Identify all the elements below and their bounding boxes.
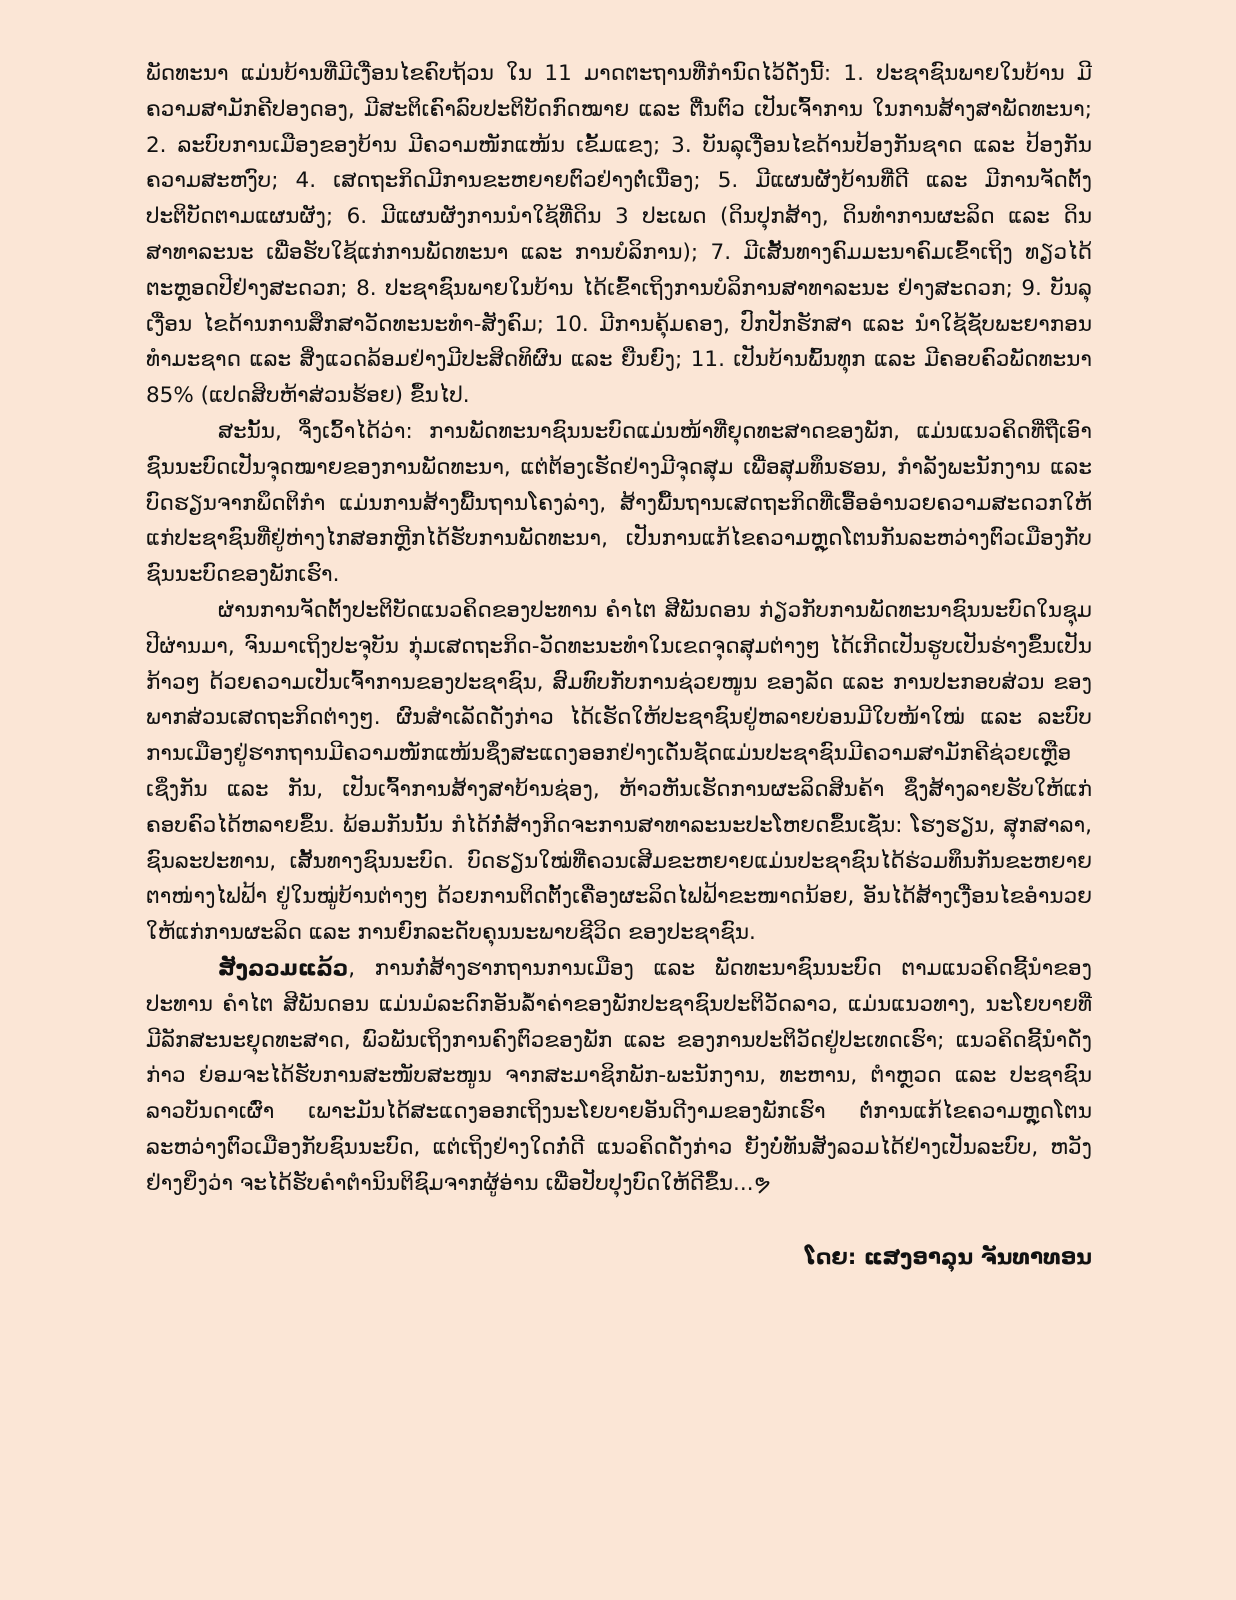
conclusion-lead: ສັງລວມແລ້ວ — [218, 955, 349, 981]
paragraph-village-standards: ພັດທະນາ ແມ່ນບ້ານທີ່ມີເງື່ອນໄຂຄົບຖ້ວນ ໃນ 11 ມາດຕະຖານທີ່ກໍານົດໄວ້ດັ່ງນີ້: 1. ປະຊາຊົນພາຍໃນບ້ານ ມີຄວາມສາມັກຄີປອງດອງ, ມີສະຕິເຄົາລົບປະຕິບັດກົດໝາຍ ແລະ ຕື່ນຕົວ ເປັນເຈົ້າການ ໃນການສ້າງສາພັດທະນາ; 2. ລະບົບການເມືອງຂອງບ້ານ ມີຄວາມໜັກແໜ້ນ ເຂັ້ມແຂງ; 3. ບັນລຸເງື່ອນໄຂດ້ານປ້ອງກັນຊາດ ແລະ ປ້ອງກັນຄວາມສະຫງົບ; 4. ເສດຖະກິດມີການຂະຫຍາຍຕົວຢ່າງຕໍ່ເນື່ອງ; 5. ມີແຜນຜັງບ້ານທີ່ດີ ແລະ ມີການຈັດຕັ້ງປະຕິບັດຕາມແຜນຜັງ; 6. ມີແຜນຜັງການນໍາໃຊ້ທີ່ດິນ 3 ປະເພດ (ດິນປຸກສ້າງ, ດິນທໍາການຜະລິດ ແລະ ດິນສາທາລະນະ ເພື່ອຮັບໃຊ້ແກ່ການພັດທະນາ ແລະ ການບໍລິການ); 7. ມີເສັ້ນທາງຄົມມະນາຄົມເຂົ້າເຖິງ ທຽວໄດ້ຕະຫຼອດປີຢ່າງສະດວກ; 8. ປະຊາຊົນພາຍໃນບ້ານ ໄດ້ເຂົ້າເຖິງການບໍລິການສາທາລະນະ ຢ່າງສະດວກ; 9. ບັນລຸເງື່ອນ ໄຂດ້ານການສຶກສາວັດທະນະທໍາ-ສັງຄົມ; 10. ມີການຄຸ້ມຄອງ, ປົກປັກຮັກສາ ແລະ ນໍາໃຊ້ຊັບພະຍາກອນທໍາມະຊາດ ແລະ ສິ່ງແວດລ້ອມຢ່າງມີປະສິດທິຜົນ ແລະ ຍືນຍົງ; 11. ເປັນບ້ານພົ້ນທຸກ ແລະ ມີຄອບຄົວພັດທະນາ 85% (ແປດສິບຫ້າສ່ວນຮ້ອຍ) ຂຶ້ນໄປ. — [146, 61, 1092, 409]
paragraph-rural-development-strategy: ສະນັ້ນ, ຈຶ່ງເວົ້າໄດ້ວ່າ: ການພັດທະນາຊົນນະບົດແມ່ນໜ້າທີ່ຍຸດທະສາດຂອງພັກ, ແມ່ນແນວຄິດທີ່ຖືເອົາຊົນນະບົດເປັນຈຸດໝາຍຂອງການພັດທະນາ, ແຕ່ຕ້ອງເຮັດຢ່າງມີຈຸດສຸມ ເພື່ອສຸມທຶນຮອນ, ກໍາລັງພະນັກງານ ແລະ ບົດຮຽນຈາກພຶດຕິກໍາ ແມ່ນການສ້າງພື້ນຖານໂຄງລ່າງ, ສ້າງພື້ນຖານເສດຖະກິດທີ່ເອື້ອອໍານວຍຄວາມສະດວກໃຫ້ແກ່ປະຊາຊົນທີ່ຢູ່ຫ່າງໄກສອກຫຼີກໄດ້ຮັບການພັດທະນາ, ເປັນການແກ້ໄຂຄວາມຫຼຸດໂຕນກັນລະຫວ່າງຕົວເມືອງກັບຊົນນະບົດຂອງພັກເຮົາ. — [146, 418, 1092, 588]
paragraph-conclusion — [146, 951, 1092, 1202]
author-signature: ໂດຍ: ແສງອາລຸນ ຈັນທາທອນ — [805, 1244, 1092, 1270]
conclusion-body: , ການກໍ່ສ້າງຮາກຖານການເມືອງ ແລະ ພັດທະນາຊົນນະບົດ ຕາມແນວຄິດຊີ້ນໍາຂອງປະທານ ຄໍາໄຕ ສີພັນດອນ ແມ່ນມໍລະດົກອັນລໍ້າຄ່າຂອງພັກປະຊາຊົນປະຕິວັດລາວ, ແມ່ນແນວທາງ, ນະໂຍບາຍທີ່ມີລັກສະນະຍຸດທະສາດ, ພົວພັນເຖິງການຄົງຕົວຂອງພັກ ແລະ ຂອງການປະຕິວັດຢູ່ປະເທດເຮົາ; ແນວຄິດຊີ້ນໍາດັ່ງກ່າວ ຍ່ອມຈະໄດ້ຮັບການສະໜັບສະໜູນ ຈາກສະມາຊິກພັກ-ພະນັກງານ, ທະຫານ, ຕໍາຫຼວດ ແລະ ປະຊາຊົນລາວບັນດາເຜົ່າ ເພາະມັນໄດ້ສະແດງອອກເຖິງນະໂຍບາຍອັນດີງາມຂອງພັກເຮົາ ຕໍ່ການແກ້ໄຂຄວາມຫຼຸດໂຕນລະຫວ່າງຕົວເມືອງກັບຊົນນະບົດ, ແຕ່ເຖິງຢ່າງໃດກໍ່ດີ ແນວຄິດດັ່ງກ່າວ ຍັງບໍ່ທັນສັງລວມໄດ້ຢ່າງເປັນລະບົບ, ຫວັງຢ່າງຍິ່ງວ່າ ຈະໄດ້ຮັບຄໍາຕໍານິນຕິຊົມຈາກຜູ້ອ່ານ ເພື່ອປັບປຸງບົດໃຫ້ດີຂຶ້ນ...ຯ — [146, 955, 1092, 1196]
paragraph-implementation-results: ຜ່ານການຈັດຕັ້ງປະຕິບັດແນວຄິດຂອງປະທານ ຄໍາໄຕ ສີພັນດອນ ກ່ຽວກັບການພັດທະນາຊົນນະບົດໃນຊຸມປີຜ່ານມາ, ຈົນມາເຖິງປະຈຸບັນ ກຸ່ມເສດຖະກິດ-ວັດທະນະທໍາໃນເຂດຈຸດສຸມຕ່າງໆ ໄດ້ເກີດເປັນຮູບເປັນຮ່າງຂຶ້ນເປັນກ້າວໆ ດ້ວຍຄວາມເປັນເຈົ້າການຂອງປະຊາຊົນ, ສົມທົບກັບການຊ່ວຍໜູນ ຂອງລັດ ແລະ ການປະກອບສ່ວນ ຂອງພາກສ່ວນເສດຖະກິດຕ່າງໆ. ຜົນສໍາເລັດດັ່ງກ່າວ ໄດ້ເຮັດໃຫ້ປະຊາຊົນຢູ່ຫລາຍບ່ອນມີໃບໜ້າໃໝ່ ແລະ ລະບົບການເມືອງຢູ່ຮາກຖານມີຄວາມໜັກແໜ້ນຊຶ່ງສະແດງອອກຢ່າງເດັ່ນຊັດແມ່ນປະຊາຊົນມີຄວາມສາມັກຄີຊ່ວຍເຫຼືອເຊິ່ງກັນ ແລະ ກັນ, ເປັນເຈົ້າການສ້າງສາບ້ານຊ່ອງ, ຫ້າວຫັນເຮັດການຜະລິດສິນຄ້າ ຊຶ່ງສ້າງລາຍຮັບໃຫ້ແກ່ຄອບຄົວໄດ້ຫລາຍຂຶ້ນ. ພ້ອມກັນນັ້ນ ກໍໄດ້ກໍ່ສ້າງກິດຈະການສາທາລະນະປະໂຫຍດຂຶ້ນເຊັ່ນ: ໂຮງຮຽນ, ສຸກສາລາ, ຊົນລະປະທານ, ເສັ້ນທາງຊົນນະບົດ. ບົດຮຽນໃໝ່ທີ່ຄວນເສີມຂະຫຍາຍແມ່ນປະຊາຊົນໄດ້ຮ່ວມທຶນກັນຂະຫຍາຍຕາໜ່າງໄຟຟ້າ ຢູ່ໃນໝູ່ບ້ານຕ່າງໆ ດ້ວຍການຕິດຕັ້ງເຄື່ອງຜະລິດໄຟຟ້າຂະໜາດນ້ອຍ, ອັນໄດ້ສ້າງເງື່ອນໄຂອໍານວຍໃຫ້ແກ່ການຜະລິດ ແລະ ການຍົກລະດັບຄຸນນະພາບຊີວິດ ຂອງປະຊາຊົນ. — [146, 597, 1092, 946]
